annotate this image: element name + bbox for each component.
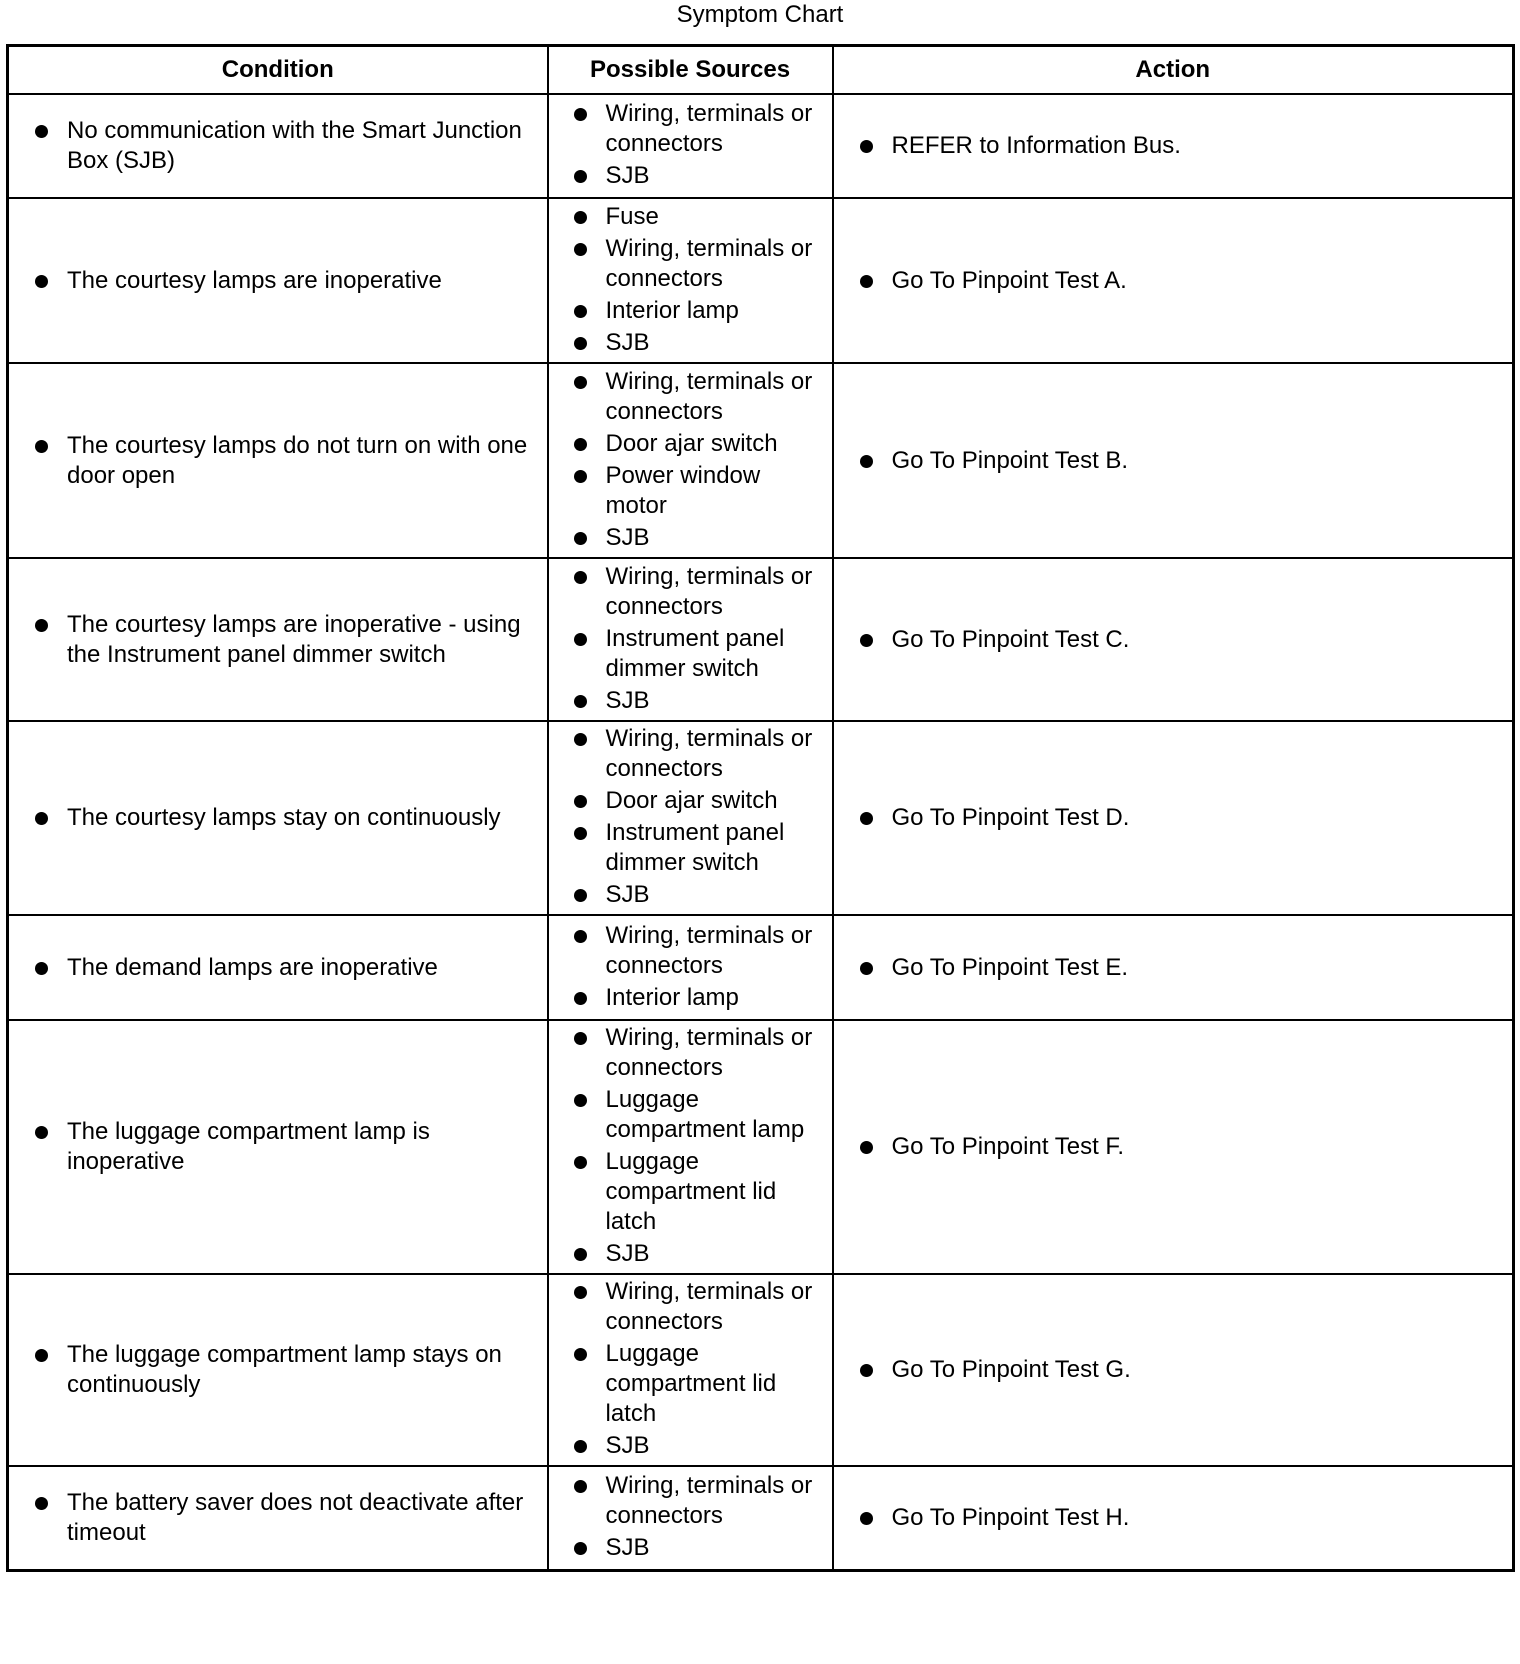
possible-sources-cell [548, 1020, 833, 1274]
possible-sources-cell [548, 363, 833, 558]
source-item: Wiring, terminals or connectors [549, 367, 832, 429]
table-row [8, 1020, 1514, 1274]
action-cell [833, 1020, 1514, 1274]
source-item: Instrument panel dimmer switch [549, 624, 832, 686]
possible-sources-cell [548, 915, 833, 1020]
possible-sources-cell [548, 1274, 833, 1466]
possible-sources-cell [548, 94, 833, 198]
condition-cell [8, 915, 548, 1020]
source-item: Wiring, terminals or connectors [549, 1471, 832, 1533]
action-text: Go To Pinpoint Test A. [834, 266, 1513, 296]
action-text: Go To Pinpoint Test G. [834, 1355, 1513, 1385]
source-item: SJB [549, 1239, 832, 1271]
action-text: Go To Pinpoint Test B. [834, 446, 1513, 476]
action-cell [833, 1274, 1514, 1466]
action-text: Go To Pinpoint Test C. [834, 625, 1513, 655]
action-cell [833, 1466, 1514, 1570]
action-cell [833, 721, 1514, 915]
table-row [8, 721, 1514, 915]
action-cell [833, 94, 1514, 198]
table-body [8, 94, 1514, 1570]
source-item: SJB [549, 686, 832, 718]
source-item: SJB [549, 328, 832, 360]
table-row [8, 1274, 1514, 1466]
condition-text: The courtesy lamps are inoperative - using the Instrument panel dimmer switch [9, 610, 547, 670]
table-row [8, 363, 1514, 558]
condition-cell [8, 558, 548, 721]
table-row [8, 198, 1514, 363]
condition-cell [8, 363, 548, 558]
source-item: Wiring, terminals or connectors [549, 234, 832, 296]
condition-text: The battery saver does not deactivate after timeout [9, 1488, 547, 1548]
chart-title: Symptom Chart [676, 1, 844, 28]
possible-sources-cell [548, 198, 833, 363]
source-item: Power window motor [549, 461, 832, 523]
header-row [8, 46, 1514, 95]
condition-text: The courtesy lamps stay on continuously [9, 803, 547, 833]
column-header-possible-sources: Possible Sources [548, 46, 833, 95]
action-text: Go To Pinpoint Test H. [834, 1503, 1513, 1533]
source-item: SJB [549, 161, 832, 193]
possible-sources-cell [548, 1466, 833, 1570]
source-item: SJB [549, 523, 832, 555]
action-cell [833, 363, 1514, 558]
table-row [8, 915, 1514, 1020]
condition-text: The luggage compartment lamp stays on continuously [9, 1340, 547, 1400]
action-cell [833, 198, 1514, 363]
condition-cell [8, 1466, 548, 1570]
source-item: Luggage compartment lid latch [549, 1339, 832, 1431]
source-item: Wiring, terminals or connectors [549, 99, 832, 161]
condition-cell [8, 198, 548, 363]
source-item: Luggage compartment lid latch [549, 1147, 832, 1239]
source-item: Wiring, terminals or connectors [549, 921, 832, 983]
source-item: Door ajar switch [549, 429, 832, 461]
condition-cell [8, 1020, 548, 1274]
source-item: Door ajar switch [549, 786, 832, 818]
possible-sources-cell [548, 558, 833, 721]
condition-cell [8, 1274, 548, 1466]
action-text: Go To Pinpoint Test E. [834, 953, 1513, 983]
condition-text: No communication with the Smart Junction Box (SJB) [9, 116, 547, 176]
condition-cell [8, 94, 548, 198]
source-item: Wiring, terminals or connectors [549, 562, 832, 624]
condition-text: The demand lamps are inoperative [9, 953, 547, 983]
source-item: SJB [549, 880, 832, 912]
action-text: REFER to Information Bus. [834, 131, 1513, 161]
source-item: Instrument panel dimmer switch [549, 818, 832, 880]
action-text: Go To Pinpoint Test D. [834, 803, 1513, 833]
source-item: Luggage compartment lamp [549, 1085, 832, 1147]
column-header-condition: Condition [8, 46, 548, 95]
source-item: Wiring, terminals or connectors [549, 1277, 832, 1339]
condition-text: The luggage compartment lamp is inoperative [9, 1117, 547, 1177]
possible-sources-cell [548, 721, 833, 915]
source-item: SJB [549, 1533, 832, 1565]
source-item: Fuse [549, 202, 832, 234]
action-cell [833, 915, 1514, 1020]
source-item: Interior lamp [549, 983, 832, 1015]
condition-text: The courtesy lamps do not turn on with one door open [9, 431, 547, 491]
table-row [8, 94, 1514, 198]
source-item: Interior lamp [549, 296, 832, 328]
symptom-chart-table [6, 44, 1515, 1572]
source-item: Wiring, terminals or connectors [549, 1023, 832, 1085]
action-cell [833, 558, 1514, 721]
column-header-action: Action [833, 46, 1514, 95]
condition-cell [8, 721, 548, 915]
table-row [8, 558, 1514, 721]
source-item: SJB [549, 1431, 832, 1463]
source-item: Wiring, terminals or connectors [549, 724, 832, 786]
action-text: Go To Pinpoint Test F. [834, 1132, 1513, 1162]
condition-text: The courtesy lamps are inoperative [9, 266, 547, 296]
table-row [8, 1466, 1514, 1570]
